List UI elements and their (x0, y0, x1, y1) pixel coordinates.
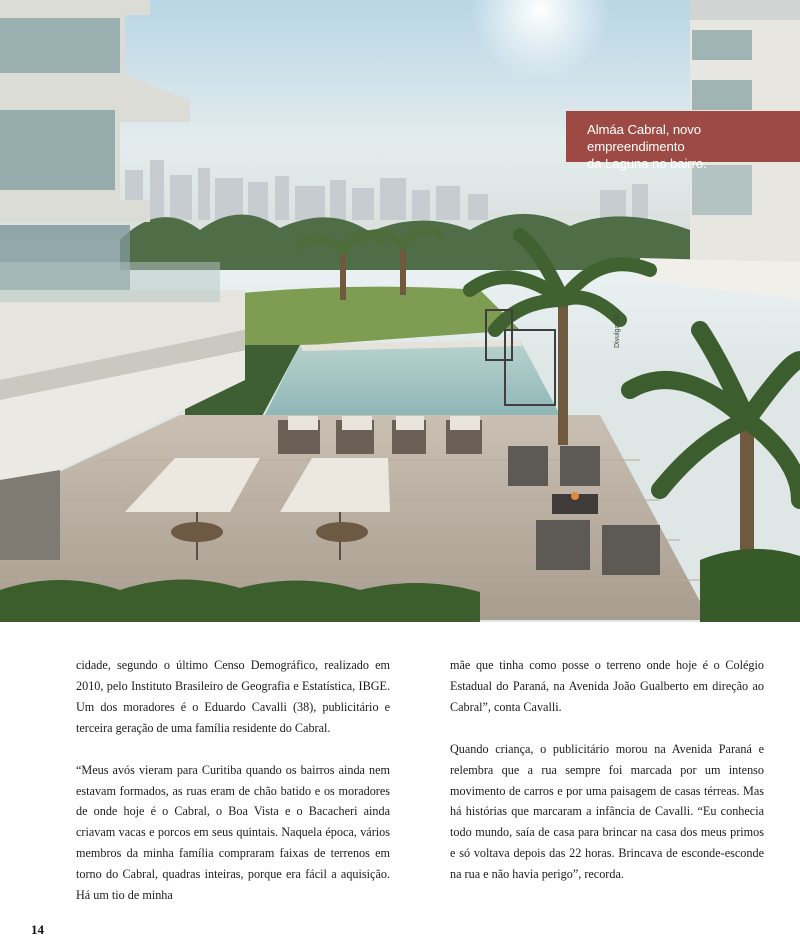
article-column-right (450, 655, 764, 906)
caption-line: Almáa Cabral, novo empreendimento (587, 122, 702, 154)
article-paragraph: “Meus avós vieram para Curitiba quando os bairros ainda nem estavam formados, as ruas eram de chão batido e os moradores de onde hoje é o Cabral, o Boa Vista e o Bacacheri ainda criavam vacas e porcos em seus quintais. Naquela época, vários membros da minha família compraram faixas de terrenos em torno do Cabral, quadras inteiras, porque era fácil a aquisição. Há um tio de minha (76, 762, 390, 903)
image-caption (566, 111, 800, 171)
caption-line: da Laguna no bairro. (587, 156, 707, 171)
article-paragraph: Quando criança, o publicitário morou na Avenida Paraná e relembra que a rua sempre foi marcada por um intenso movimento de carros e por uma paisagem de casas térreas. Mas há histórias que marcaram a infância de Cavalli. “Eu conhecia todo mundo, saía de casa para brincar na casa dos meus primos e só voltava depois das 22 horas. Brincava de esconde-esconde na rua e não havia perigo”, recorda. (450, 741, 764, 882)
article-column-left (76, 655, 390, 927)
article-paragraph: cidade, segundo o último Censo Demográfico, realizado em 2010, pelo Instituto Brasileiro de Geografia e Estatística, IBGE. Um dos moradores é o Eduardo Cavalli (38), publicitário e terceira geração de uma família residente do Cabral. (76, 658, 390, 735)
article-paragraph: mãe que tinha como posse o terreno onde hoje é o Colégio Estadual do Paraná, na Avenida João Gualberto em direção ao Cabral”, conta Cavalli. (450, 658, 764, 714)
photo-credit: Divulgação (614, 313, 621, 348)
page-number: 14 (31, 922, 44, 937)
